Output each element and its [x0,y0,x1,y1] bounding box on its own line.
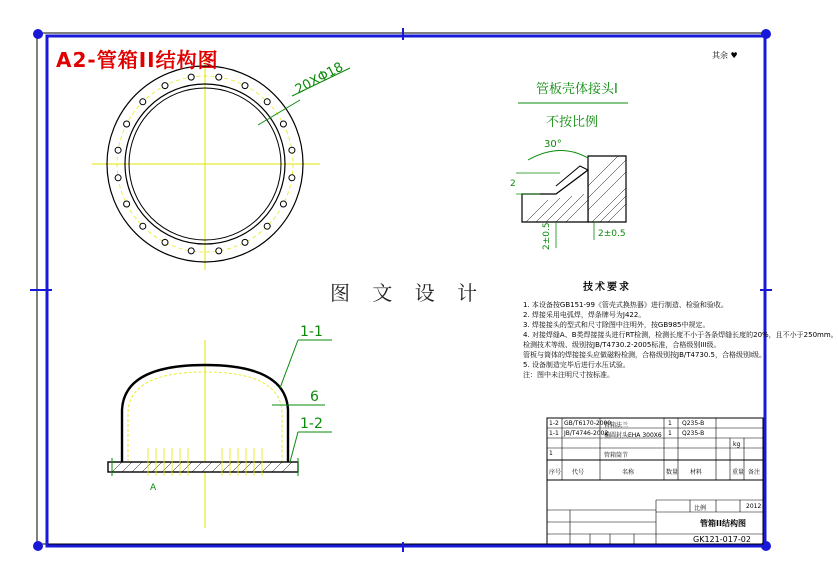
bolt-hole [280,121,286,127]
tech-item: 4. 对接焊缝A、B类焊接接头进行RT检测，检测长度不小于各条焊缝长度的20%，且不小于250mm。 [523,331,838,339]
tech-item: 管板与筒体的焊接接头应做磁粉检测，合格级别按JB/T4730.5，合格级别I级。 [523,351,767,359]
weight-unit: kg [733,441,741,448]
bom-no: 1-1 [549,430,559,437]
bom-material: Q235-B [682,420,705,427]
watermark: 图 文 设 计 [330,281,486,305]
bom-name: 管箱筒节 [604,452,629,459]
weld-angle: 30° [544,139,562,150]
header-name: 名称 [622,469,635,476]
bom-material: Q235-B [682,430,705,437]
corner-marker [33,541,43,551]
corner-marker [761,29,771,39]
roughness-icon: ♥ [730,51,738,60]
bolt-hole [115,147,121,153]
bolt-hole [162,83,168,89]
bolt-hole [124,121,130,127]
bolt-hole [188,248,194,254]
weld-detail-title: 管板壳体接头I [536,82,618,97]
tech-item: 注：图中未注明尺寸按标准。 [523,371,614,379]
title-block-drawing-code: GK121-017-02 [693,535,751,544]
bolt-hole [242,239,248,245]
header-qty: 数量 [666,469,679,476]
weld-dim-left: 2 [510,179,516,189]
header-no: 序号 [549,469,562,476]
weld-dim-bottom-right: 2±0.5 [598,229,626,239]
bom-qty: 1 [668,420,672,427]
bolt-hole [216,248,222,254]
bolt-hole [264,99,270,105]
part-label: 1-2 [300,416,323,432]
tech-item: 检测技术等级、级别按JB/T4730.2-2005标准，合格级别III级。 [523,341,721,349]
tech-item: 2. 焊接采用电弧焊，焊条牌号为J422。 [523,311,646,319]
tech-requirements-list [523,300,838,380]
drawing-year: 2012 [746,503,762,510]
bolt-hole [115,175,121,181]
header-code: 代号 [572,469,585,476]
thickness-label: 6 [310,389,319,405]
bom-no: 1 [549,450,553,457]
bolt-hole [140,223,146,229]
tech-item: 5. 设备制造完毕后进行水压试验。 [523,361,630,369]
bolt-hole [124,201,130,207]
bom-code: JB/T4746-2002 [564,430,609,437]
tech-item: 1. 本设备按GB151-99《管壳式换热器》进行制造、检验和验收。 [523,301,728,309]
bolt-hole [280,201,286,207]
header-material: 材料 [690,469,703,476]
tech-requirements-title: 技术要求 [583,282,631,293]
roughness-label: 其余 [712,51,728,60]
corner-marker [33,29,43,39]
bom-no: 1-2 [549,420,559,427]
roughness-tag [712,50,738,61]
bolt-hole [216,74,222,80]
bom-name: 管箱法兰 [604,422,629,429]
title-block-drawing-name: 管箱II结构图 [700,519,746,528]
svg-text:A: A [150,483,157,493]
bolt-hole [140,99,146,105]
bom-name: 椭圆封头EHA 300X6 [604,432,662,439]
hole-label: 20XΦ18 [292,59,346,98]
bolt-hole [289,147,295,153]
bolt-hole [242,83,248,89]
bolt-hole [162,239,168,245]
bolt-hole [264,223,270,229]
bolt-hole [188,74,194,80]
scale-label: 比例 [694,505,707,512]
weld-dim-bottom-left: 2±0.5 [542,222,552,250]
drawing-title: A2-管箱II结构图 [56,48,219,72]
bolt-hole [289,175,295,181]
header-note: 备注 [748,469,761,476]
bom-code: GB/T6170-2000 [564,420,612,427]
weld-detail-subtitle: 不按比例 [546,115,599,130]
tech-item: 3. 焊接接头的型式和尺寸除图中注明外，按GB985中规定。 [523,321,710,329]
header-weight: 重量 [732,469,745,476]
side-view-head [108,340,332,528]
bom-qty: 1 [668,430,672,437]
part-label: 1-1 [300,324,323,340]
